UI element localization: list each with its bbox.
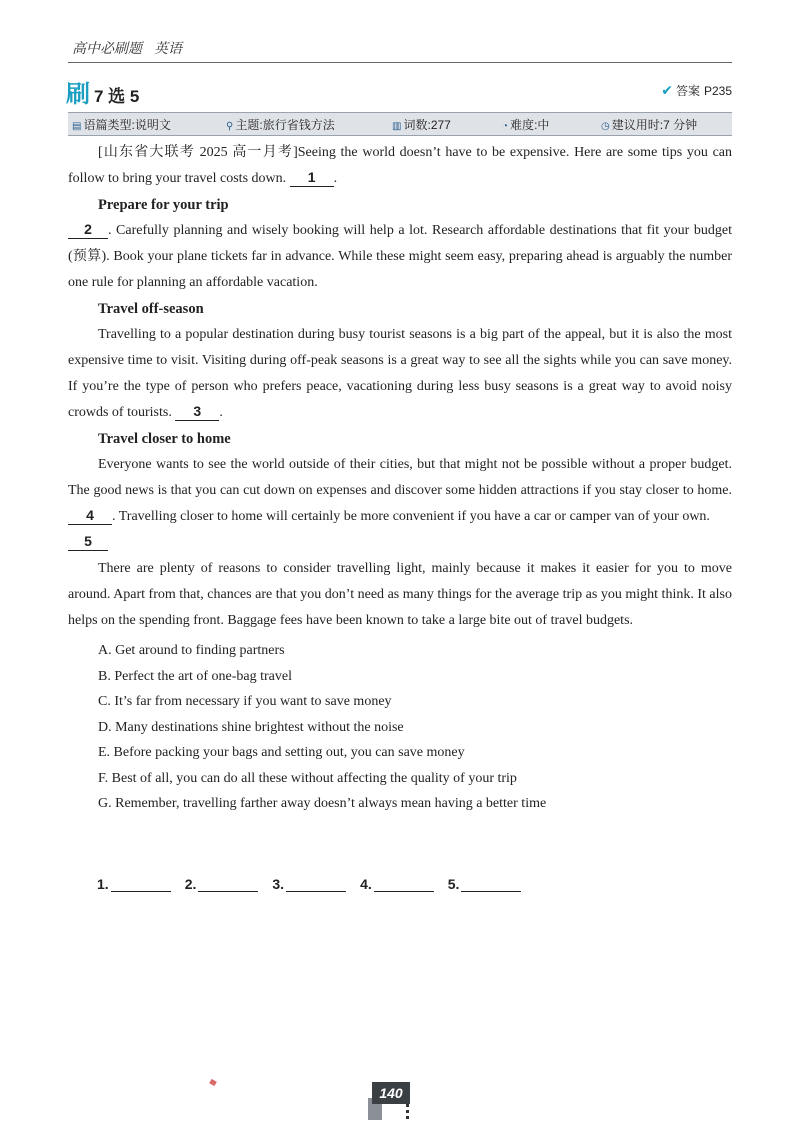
meta-topic: ⚲ 主题:旅行省钱方法 xyxy=(226,118,335,132)
ink-mark xyxy=(209,1079,217,1086)
clock-icon: ◷ xyxy=(601,121,610,132)
book-icon: ▤ xyxy=(72,121,82,132)
blank-2[interactable]: 2 xyxy=(68,220,108,239)
option-c: C. It’s far from necessary if you want to save money xyxy=(98,694,392,709)
page-dots xyxy=(406,1104,409,1122)
page-number: 140 xyxy=(372,1082,410,1104)
brush-icon: 刷 xyxy=(66,81,90,108)
section-title: 7 选 5 xyxy=(94,87,140,106)
meta-word-count: ▥ 词数:277 xyxy=(392,118,451,132)
paragraph-closer-home: Everyone wants to see the world outside of their cities, but that might not be possible without a proper budget. The good news is that you can cut down on expenses and discover some hidden attractions if you stay closer to home. 4 . Travelling closer to home will certainly be more convenient if you have a car or camper van of your own. xyxy=(68,457,732,524)
subheading-closer-home: Travel closer to home xyxy=(98,431,231,447)
meta-suggested-time: ◷ 建议用时:7 分钟 xyxy=(601,118,698,132)
subheading-blank-5 xyxy=(68,530,732,556)
intro-paragraph: [山东省大联考 2025 高一月考]Seeing the world doesn’t have to be expensive. Here are some tips you can follow to bring your travel costs down. 1 . xyxy=(68,145,733,186)
option-a: A. Get around to finding partners xyxy=(98,643,285,658)
checkmark-icon: ✔ xyxy=(661,82,673,98)
meta-genre: ▤ 语篇类型:说明文 xyxy=(72,118,171,132)
answer-2-field[interactable] xyxy=(198,877,258,892)
header-divider xyxy=(68,62,732,63)
meta-bar xyxy=(68,112,732,136)
option-e: E. Before packing your bags and setting out, you can save money xyxy=(98,745,465,760)
subject-name: 英语 xyxy=(154,42,182,57)
document-icon: ▥ xyxy=(392,121,402,132)
answer-4-field[interactable] xyxy=(374,877,434,892)
blank-1[interactable]: 1 xyxy=(290,168,334,187)
answer-4: 4. xyxy=(360,876,434,892)
option-f: F. Best of all, you can do all these without affecting the quality of your trip xyxy=(98,770,517,786)
answer-3: 3. xyxy=(272,876,346,892)
subheading-off-season: Travel off-season xyxy=(98,301,204,317)
passage xyxy=(68,140,732,817)
answer-2: 2. xyxy=(185,876,259,892)
book-title xyxy=(72,38,182,58)
blank-4[interactable]: 4 xyxy=(68,506,112,525)
option-g: G. Remember, travelling farther away doesn’t always mean having a better time xyxy=(98,796,547,811)
subheading-prepare: Prepare for your trip xyxy=(98,197,229,213)
blank-5[interactable]: 5 xyxy=(68,532,108,551)
answer-row xyxy=(97,876,535,892)
answer-1: 1. xyxy=(97,876,171,892)
answer-5: 5. xyxy=(448,876,522,892)
answer-1-field[interactable] xyxy=(111,877,171,892)
gauge-icon: ◔ xyxy=(502,121,509,132)
section-heading xyxy=(66,74,139,109)
paragraph-travel-light: There are plenty of reasons to consider travelling light, mainly because it makes it easier for you to move around. Apart from that, chances are that you don’t need as many things for the average trip as you might think. It also helps on the spending front. Baggage fees have been known to take a large bite out of travel budgets. xyxy=(68,561,732,628)
blank-3[interactable]: 3 xyxy=(175,402,219,421)
answer-3-field[interactable] xyxy=(286,877,346,892)
magnifier-icon: ⚲ xyxy=(226,121,234,132)
answer-page: P235 xyxy=(703,83,732,98)
meta-difficulty: ◔ 难度:中 xyxy=(502,118,550,132)
answer-label: 答案 xyxy=(675,84,700,98)
paragraph-prepare: 2 . Carefully planning and wisely booking will help a lot. Research affordable destinations that fit your budget (预算). Book your plane tickets far in advance. While these might seem easy, preparing ahead is arguably the number one rule for planning an affordable vacation. xyxy=(68,221,732,290)
paragraph-off-season: Travelling to a popular destination during busy tourist seasons is a big part of the appeal, but it is also the most expensive time to visit. Visiting during off-peak seasons is a great way to see all the sights while you can save money. If you’re the type of person who prefers peace, vacationing during less busy seasons is a great way to avoid noisy crowds of tourists. 3 . xyxy=(68,327,732,420)
option-b: B. Perfect the art of one-bag travel xyxy=(98,668,292,684)
option-d: D. Many destinations shine brightest without the noise xyxy=(98,719,404,735)
source-tag: [山东省大联考 2025 高一月考] xyxy=(98,145,298,160)
answer-5-field[interactable] xyxy=(461,877,521,892)
book-name: 高中必刷题 xyxy=(72,42,142,57)
answer-reference xyxy=(661,82,732,99)
